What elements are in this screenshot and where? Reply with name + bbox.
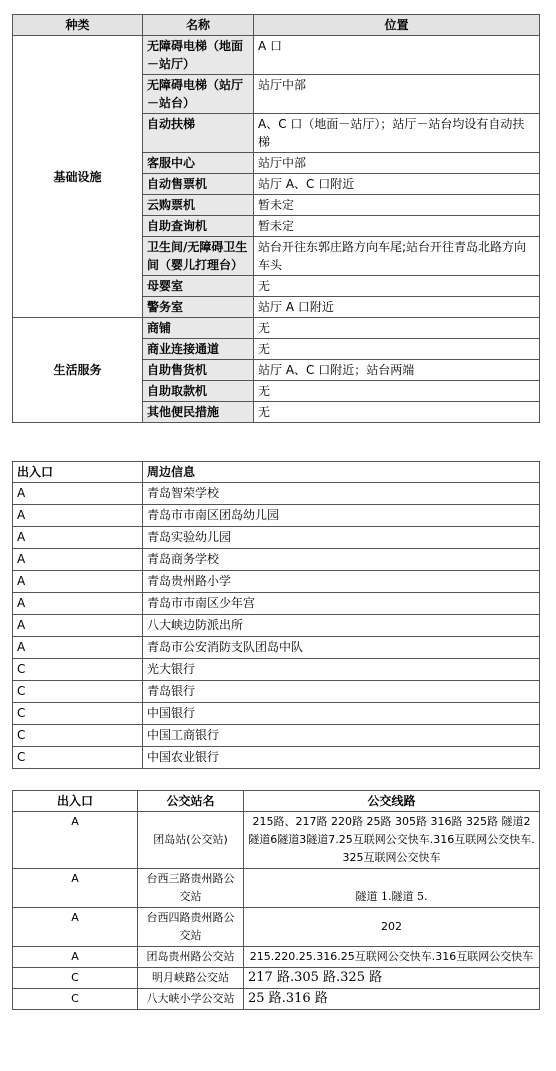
info-cell: 中国银行 <box>143 703 540 725</box>
info-cell: 青岛商务学校 <box>143 549 540 571</box>
table-row <box>13 593 540 615</box>
table-row <box>13 659 540 681</box>
exit-cell: A <box>13 593 143 615</box>
facility-location: 站厅 A 口附近 <box>254 297 540 318</box>
lines-cell: 25 路.316 路 <box>244 989 540 1010</box>
table-row <box>13 549 540 571</box>
exit-cell: C <box>13 747 143 769</box>
table-row <box>13 681 540 703</box>
surroundings-header-row <box>13 462 540 483</box>
category-cell: 生活服务 <box>13 318 143 423</box>
exit-cell: A <box>13 483 143 505</box>
facility-location: A、C 口（地面－站厅）；站厅－站台均设有自动扶梯 <box>254 114 540 153</box>
table-row <box>13 947 540 968</box>
facility-name: 自助查询机 <box>143 216 254 237</box>
exit-cell: A <box>13 527 143 549</box>
table-row <box>13 968 540 989</box>
exit-cell: A <box>13 549 143 571</box>
header-name: 名称 <box>143 15 254 36</box>
table-row <box>13 571 540 593</box>
lines-cell: 217 路.305 路.325 路 <box>244 968 540 989</box>
exit-cell: C <box>13 659 143 681</box>
info-cell: 青岛市市南区少年宫 <box>143 593 540 615</box>
table-row <box>13 527 540 549</box>
surroundings-table <box>12 461 540 769</box>
exit-cell: C <box>13 968 138 989</box>
station-cell: 团岛贵州路公交站 <box>138 947 244 968</box>
table-row <box>13 483 540 505</box>
table-row <box>13 869 540 908</box>
table-row <box>13 36 540 75</box>
table-row <box>13 703 540 725</box>
header-surroundings: 周边信息 <box>143 462 540 483</box>
header-category: 种类 <box>13 15 143 36</box>
info-cell: 青岛银行 <box>143 681 540 703</box>
facility-location: 无 <box>254 276 540 297</box>
facility-location: 无 <box>254 318 540 339</box>
table-row <box>13 615 540 637</box>
info-cell: 中国农业银行 <box>143 747 540 769</box>
info-cell: 光大银行 <box>143 659 540 681</box>
info-cell: 中国工商银行 <box>143 725 540 747</box>
header-station: 公交站名 <box>138 791 244 812</box>
facility-location: 站台开往东郭庄路方向车尾;站台开往青岛北路方向车头 <box>254 237 540 276</box>
facility-name: 其他便民措施 <box>143 402 254 423</box>
facility-name: 云购票机 <box>143 195 254 216</box>
table-row <box>13 812 540 869</box>
exit-cell: A <box>13 615 143 637</box>
exit-cell: C <box>13 681 143 703</box>
header-exit: 出入口 <box>13 791 138 812</box>
facility-location: 站厅中部 <box>254 153 540 174</box>
exit-cell: C <box>13 989 138 1010</box>
facility-location: 无 <box>254 402 540 423</box>
facility-name: 卫生间/无障碍卫生间（婴儿打理台） <box>143 237 254 276</box>
facility-location: 站厅中部 <box>254 75 540 114</box>
header-location: 位置 <box>254 15 540 36</box>
facility-name: 自动扶梯 <box>143 114 254 153</box>
exit-cell: A <box>13 571 143 593</box>
lines-cell: 215.220.25.316.25互联网公交快车.316互联网公交快车 <box>244 947 540 968</box>
facilities-header-row <box>13 15 540 36</box>
station-cell: 明月峡路公交站 <box>138 968 244 989</box>
info-cell: 八大峡边防派出所 <box>143 615 540 637</box>
table-row <box>13 505 540 527</box>
station-cell: 台西三路贵州路公交站 <box>138 869 244 908</box>
facility-location: 无 <box>254 339 540 360</box>
lines-cell: 215路、217路 220路 25路 305路 316路 325路 隧道2隧道6隧道3隧道7.25互联网公交快车.316互联网公交快车.325互联网公交快车 <box>244 812 540 869</box>
exit-cell: C <box>13 725 143 747</box>
exit-cell: A <box>13 637 143 659</box>
exit-cell: A <box>13 908 138 947</box>
table-row <box>13 908 540 947</box>
table-row <box>13 747 540 769</box>
exit-cell: A <box>13 505 143 527</box>
info-cell: 青岛市公安消防支队团岛中队 <box>143 637 540 659</box>
table-row <box>13 637 540 659</box>
facility-name: 商铺 <box>143 318 254 339</box>
facility-name: 母婴室 <box>143 276 254 297</box>
station-cell: 八大峡小学公交站 <box>138 989 244 1010</box>
facility-name: 自助售货机 <box>143 360 254 381</box>
table-row <box>13 725 540 747</box>
bus-header-row <box>13 791 540 812</box>
lines-cell: 202 <box>244 908 540 947</box>
info-cell: 青岛智荣学校 <box>143 483 540 505</box>
header-lines: 公交线路 <box>244 791 540 812</box>
facility-location: 站厅 A、C 口附近；站台两端 <box>254 360 540 381</box>
facility-name: 自动售票机 <box>143 174 254 195</box>
facility-name: 客服中心 <box>143 153 254 174</box>
lines-cell: 隧道 1.隧道 5. <box>244 869 540 908</box>
table-row <box>13 318 540 339</box>
exit-cell: A <box>13 869 138 908</box>
exit-cell: C <box>13 703 143 725</box>
bus-table <box>12 790 540 1010</box>
table-row <box>13 989 540 1010</box>
info-cell: 青岛市市南区团岛幼儿园 <box>143 505 540 527</box>
category-cell: 基础设施 <box>13 36 143 318</box>
facility-location: 站厅 A、C 口附近 <box>254 174 540 195</box>
station-cell: 台西四路贵州路公交站 <box>138 908 244 947</box>
exit-cell: A <box>13 947 138 968</box>
facility-name: 警务室 <box>143 297 254 318</box>
header-exit: 出入口 <box>13 462 143 483</box>
info-cell: 青岛实验幼儿园 <box>143 527 540 549</box>
facility-location: A 口 <box>254 36 540 75</box>
facility-location: 暂未定 <box>254 216 540 237</box>
facility-name: 无障碍电梯（站厅－站台） <box>143 75 254 114</box>
facility-name: 无障碍电梯（地面－站厅） <box>143 36 254 75</box>
facility-location: 无 <box>254 381 540 402</box>
facility-name: 商业连接通道 <box>143 339 254 360</box>
facilities-table <box>12 14 540 423</box>
info-cell: 青岛贵州路小学 <box>143 571 540 593</box>
exit-cell: A <box>13 812 138 869</box>
facility-location: 暂未定 <box>254 195 540 216</box>
station-cell: 团岛站(公交站) <box>138 812 244 869</box>
facility-name: 自助取款机 <box>143 381 254 402</box>
